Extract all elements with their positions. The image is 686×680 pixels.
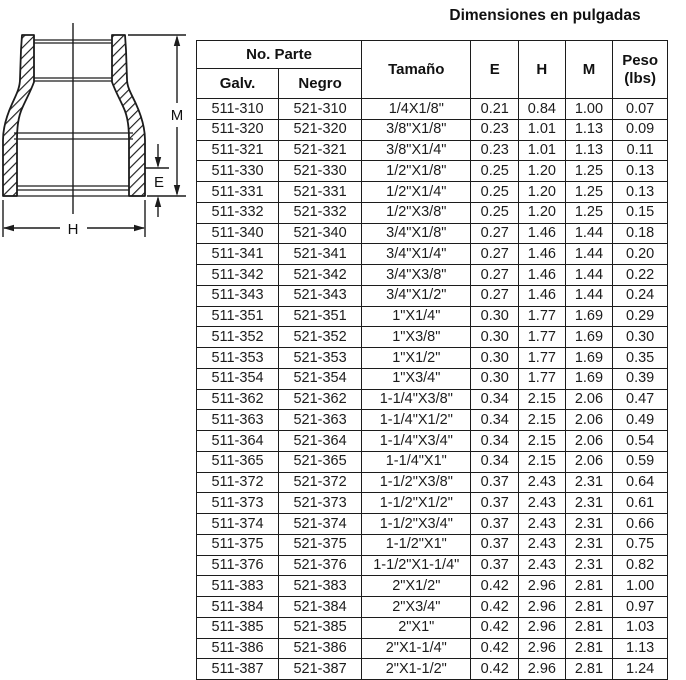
cell-negro: 521-383 [279,576,362,597]
cell-h: 2.15 [519,431,566,452]
cell-m: 1.44 [565,285,613,306]
cell-tamano: 1-1/4"X1/2" [362,410,471,431]
cell-h: 1.46 [519,265,566,286]
cell-peso: 0.11 [613,140,668,161]
cell-peso: 1.24 [613,659,668,680]
cell-peso: 0.64 [613,472,668,493]
cell-e: 0.27 [471,223,519,244]
table-row [197,638,668,659]
cell-peso: 0.15 [613,202,668,223]
cell-negro: 521-362 [279,389,362,410]
cell-negro: 521-352 [279,327,362,348]
cell-tamano: 3/4"X1/4" [362,244,471,265]
cell-tamano: 1-1/4"X1" [362,451,471,472]
cell-peso: 0.24 [613,285,668,306]
cell-m: 2.31 [565,514,613,535]
peso-label-line2: (lbs) [624,69,656,87]
cell-m: 2.81 [565,597,613,618]
cell-galv: 511-364 [197,431,279,452]
cell-e: 0.30 [471,368,519,389]
cell-galv: 511-376 [197,555,279,576]
cell-m: 1.69 [565,368,613,389]
cell-peso: 0.66 [613,514,668,535]
cell-e: 0.25 [471,161,519,182]
cell-galv: 511-342 [197,265,279,286]
fitting-right-wall [112,35,145,196]
cell-negro: 521-342 [279,265,362,286]
table-row [197,140,668,161]
cell-negro: 521-386 [279,638,362,659]
cell-h: 0.84 [519,99,566,120]
cell-peso: 0.30 [613,327,668,348]
col-header-galv: Galv. [197,69,279,99]
cell-e: 0.27 [471,244,519,265]
table-row [197,265,668,286]
cell-galv: 511-354 [197,368,279,389]
cell-galv: 511-340 [197,223,279,244]
reducer-cross-section-diagram [0,0,195,245]
cell-e: 0.37 [471,555,519,576]
cell-galv: 511-374 [197,514,279,535]
page-title: Dimensiones en pulgadas [449,7,641,24]
cell-galv: 511-320 [197,119,279,140]
cell-peso: 0.35 [613,348,668,369]
cell-h: 2.96 [519,597,566,618]
cell-tamano: 1"X3/8" [362,327,471,348]
cell-m: 1.00 [565,99,613,120]
cell-galv: 511-385 [197,617,279,638]
cell-m: 2.31 [565,555,613,576]
cell-m: 1.69 [565,348,613,369]
cell-e: 0.34 [471,451,519,472]
cell-peso: 1.00 [613,576,668,597]
cell-galv: 511-330 [197,161,279,182]
cell-e: 0.42 [471,617,519,638]
table-row [197,202,668,223]
cell-e: 0.27 [471,285,519,306]
cell-negro: 521-375 [279,534,362,555]
cell-galv: 511-386 [197,638,279,659]
cell-h: 2.43 [519,493,566,514]
parts-table-body [197,99,668,680]
cell-h: 2.43 [519,472,566,493]
cell-tamano: 1-1/2"X1" [362,534,471,555]
cell-tamano: 2"X1" [362,617,471,638]
cell-h: 2.15 [519,389,566,410]
cell-h: 1.46 [519,244,566,265]
cell-e: 0.37 [471,534,519,555]
table-row [197,182,668,203]
cell-galv: 511-332 [197,202,279,223]
cell-peso: 0.13 [613,161,668,182]
cell-peso: 0.09 [613,119,668,140]
cell-tamano: 1"X3/4" [362,368,471,389]
dim-label-m: M [170,107,184,124]
cell-m: 1.25 [565,161,613,182]
cell-m: 2.06 [565,451,613,472]
cell-galv: 511-372 [197,472,279,493]
cell-tamano: 2"X3/4" [362,597,471,618]
cell-h: 1.77 [519,368,566,389]
cell-peso: 0.13 [613,182,668,203]
cell-galv: 511-363 [197,410,279,431]
cell-peso: 1.03 [613,617,668,638]
table-row [197,244,668,265]
cell-galv: 511-384 [197,597,279,618]
cell-h: 1.77 [519,306,566,327]
cell-tamano: 1-1/2"X3/8" [362,472,471,493]
table-row [197,327,668,348]
cell-h: 2.96 [519,576,566,597]
cell-tamano: 1/2"X1/8" [362,161,471,182]
table-row [197,223,668,244]
cell-tamano: 1"X1/2" [362,348,471,369]
cell-e: 0.25 [471,182,519,203]
cell-h: 2.15 [519,410,566,431]
cell-negro: 521-331 [279,182,362,203]
table-row [197,617,668,638]
table-row [197,534,668,555]
cell-peso: 0.54 [613,431,668,452]
cell-m: 2.81 [565,617,613,638]
dim-label-e: E [153,174,165,191]
cell-tamano: 1/2"X1/4" [362,182,471,203]
cell-h: 2.43 [519,555,566,576]
peso-label-line1: Peso [622,52,659,70]
cell-peso: 0.20 [613,244,668,265]
cell-peso: 1.13 [613,638,668,659]
cell-e: 0.42 [471,597,519,618]
cell-galv: 511-343 [197,285,279,306]
cell-negro: 521-332 [279,202,362,223]
cell-e: 0.30 [471,348,519,369]
cell-m: 1.69 [565,327,613,348]
cell-tamano: 3/4"X1/8" [362,223,471,244]
cell-m: 1.44 [565,265,613,286]
cell-negro: 521-320 [279,119,362,140]
cell-tamano: 2"X1-1/2" [362,659,471,680]
cell-negro: 521-351 [279,306,362,327]
cell-peso: 0.97 [613,597,668,618]
cell-galv: 511-352 [197,327,279,348]
cell-galv: 511-387 [197,659,279,680]
cell-tamano: 3/8"X1/8" [362,119,471,140]
cell-galv: 511-341 [197,244,279,265]
cell-h: 2.96 [519,638,566,659]
cell-negro: 521-343 [279,285,362,306]
cell-peso: 0.49 [613,410,668,431]
cell-tamano: 2"X1/2" [362,576,471,597]
cell-e: 0.34 [471,389,519,410]
cell-m: 1.44 [565,244,613,265]
cell-galv: 511-351 [197,306,279,327]
cell-m: 1.25 [565,202,613,223]
cell-negro: 521-384 [279,597,362,618]
cell-e: 0.25 [471,202,519,223]
cell-negro: 521-321 [279,140,362,161]
cell-peso: 0.29 [613,306,668,327]
cell-m: 2.31 [565,472,613,493]
cell-h: 2.96 [519,659,566,680]
cell-tamano: 1-1/2"X3/4" [362,514,471,535]
cell-negro: 521-340 [279,223,362,244]
cell-e: 0.34 [471,410,519,431]
col-header-tamano: Tamaño [362,41,471,99]
table-row [197,555,668,576]
cell-e: 0.30 [471,306,519,327]
table-row [197,472,668,493]
cell-negro: 521-353 [279,348,362,369]
cell-negro: 521-372 [279,472,362,493]
table-row [197,285,668,306]
cell-peso: 0.47 [613,389,668,410]
cell-galv: 511-373 [197,493,279,514]
cell-peso: 0.39 [613,368,668,389]
cell-tamano: 1"X1/4" [362,306,471,327]
col-header-negro: Negro [279,69,362,99]
cell-h: 1.77 [519,348,566,369]
cell-m: 1.13 [565,140,613,161]
cell-m: 2.06 [565,410,613,431]
table-row [197,493,668,514]
cell-negro: 521-341 [279,244,362,265]
cell-tamano: 3/8"X1/4" [362,140,471,161]
cell-galv: 511-383 [197,576,279,597]
cell-e: 0.34 [471,431,519,452]
table-row [197,451,668,472]
cell-galv: 511-310 [197,99,279,120]
cell-e: 0.30 [471,327,519,348]
cell-tamano: 2"X1-1/4" [362,638,471,659]
cell-h: 1.46 [519,285,566,306]
cell-galv: 511-353 [197,348,279,369]
cell-negro: 521-330 [279,161,362,182]
cell-tamano: 3/4"X3/8" [362,265,471,286]
cell-negro: 521-387 [279,659,362,680]
cell-h: 2.43 [519,514,566,535]
cell-e: 0.42 [471,659,519,680]
cell-m: 1.25 [565,182,613,203]
cell-galv: 511-365 [197,451,279,472]
cell-peso: 0.82 [613,555,668,576]
cell-e: 0.21 [471,99,519,120]
cell-tamano: 3/4"X1/2" [362,285,471,306]
cell-h: 1.01 [519,119,566,140]
cell-m: 1.13 [565,119,613,140]
cell-m: 1.69 [565,306,613,327]
cell-tamano: 1-1/4"X3/4" [362,431,471,452]
cell-e: 0.27 [471,265,519,286]
table-row [197,659,668,680]
cell-h: 1.20 [519,202,566,223]
cell-peso: 0.61 [613,493,668,514]
cell-m: 2.31 [565,493,613,514]
cell-tamano: 1-1/2"X1-1/4" [362,555,471,576]
cell-galv: 511-321 [197,140,279,161]
cell-peso: 0.59 [613,451,668,472]
cell-negro: 521-374 [279,514,362,535]
table-row [197,306,668,327]
cell-galv: 511-362 [197,389,279,410]
table-row [197,161,668,182]
cell-negro: 521-310 [279,99,362,120]
table-row [197,119,668,140]
cell-h: 2.43 [519,534,566,555]
cell-negro: 521-363 [279,410,362,431]
cell-peso: 0.75 [613,534,668,555]
cell-galv: 511-375 [197,534,279,555]
fitting-left-wall [3,35,34,196]
cell-peso: 0.18 [613,223,668,244]
cell-negro: 521-376 [279,555,362,576]
cell-tamano: 1/4X1/8" [362,99,471,120]
cell-negro: 521-354 [279,368,362,389]
cell-e: 0.37 [471,514,519,535]
dim-label-h: H [67,221,79,238]
cell-h: 1.77 [519,327,566,348]
table-row [197,368,668,389]
col-header-h: H [519,41,566,99]
cell-m: 2.06 [565,389,613,410]
table-row [197,99,668,120]
cell-negro: 521-385 [279,617,362,638]
cell-h: 1.46 [519,223,566,244]
table-row [197,597,668,618]
table-row [197,431,668,452]
cell-m: 2.31 [565,534,613,555]
cell-m: 2.81 [565,576,613,597]
table-row [197,389,668,410]
col-header-e: E [471,41,519,99]
table-row [197,410,668,431]
cell-e: 0.42 [471,638,519,659]
table-row [197,514,668,535]
cell-h: 1.01 [519,140,566,161]
cell-h: 2.96 [519,617,566,638]
cell-e: 0.23 [471,140,519,161]
cell-e: 0.37 [471,493,519,514]
cell-e: 0.37 [471,472,519,493]
cell-m: 2.81 [565,659,613,680]
dimensions-table [196,40,668,680]
col-header-peso [613,41,668,99]
cell-negro: 521-364 [279,431,362,452]
cell-tamano: 1-1/4"X3/8" [362,389,471,410]
col-header-m: M [565,41,613,99]
cell-h: 1.20 [519,161,566,182]
cell-h: 1.20 [519,182,566,203]
cell-negro: 521-373 [279,493,362,514]
cell-h: 2.15 [519,451,566,472]
cell-galv: 511-331 [197,182,279,203]
cell-negro: 521-365 [279,451,362,472]
cell-m: 2.81 [565,638,613,659]
cell-e: 0.23 [471,119,519,140]
cell-m: 2.06 [565,431,613,452]
table-row [197,348,668,369]
cell-e: 0.42 [471,576,519,597]
cell-peso: 0.07 [613,99,668,120]
cell-tamano: 1/2"X3/8" [362,202,471,223]
cell-tamano: 1-1/2"X1/2" [362,493,471,514]
cell-peso: 0.22 [613,265,668,286]
table-header [197,41,668,99]
col-header-no-parte: No. Parte [197,41,362,69]
table-row [197,576,668,597]
cell-m: 1.44 [565,223,613,244]
